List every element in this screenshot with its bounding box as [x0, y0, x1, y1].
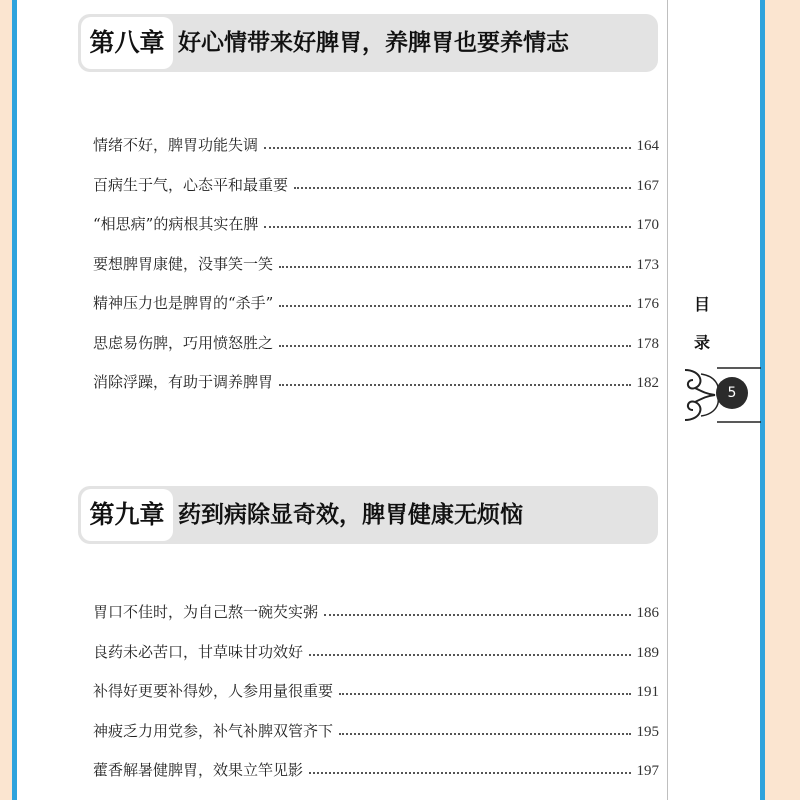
chapter-8-label: 第八章 [89, 28, 165, 57]
dot-leader [279, 384, 630, 386]
toc-entry-page: 189 [636, 645, 659, 661]
toc-entry[interactable] [93, 210, 659, 234]
side-tab-char-mu: 目 [693, 295, 710, 314]
dot-leader [264, 147, 630, 149]
toc-entry-title: “相思病”的病根其实在脾 [93, 215, 259, 233]
toc-entry-page: 164 [636, 138, 659, 154]
dot-leader [294, 187, 630, 189]
dot-leader [279, 305, 630, 307]
toc-entry[interactable] [93, 598, 659, 622]
toc-entry[interactable] [93, 756, 659, 780]
dot-leader [309, 654, 630, 656]
dot-leader [309, 772, 630, 774]
toc-entry-title: 神疲乏力用党参，补气补脾双管齐下 [93, 722, 334, 740]
toc-entry[interactable] [93, 677, 659, 701]
toc-entry-title: 要想脾胃康健，没事笑一笑 [93, 255, 274, 273]
toc-entry-page: 178 [636, 336, 659, 352]
toc-entry-page: 186 [636, 605, 659, 621]
chapter-8-title: 好心情带来好脾胃，养脾胃也要养情志 [178, 30, 569, 56]
chapter-8-header [78, 14, 658, 72]
chapter-9-label: 第九章 [89, 500, 165, 529]
chapter-9-title: 药到病除显奇效，脾胃健康无烦恼 [178, 502, 523, 528]
dot-leader [279, 345, 630, 347]
toc-entry-page: 176 [636, 296, 659, 312]
page-number-badge: 5 [716, 377, 748, 409]
dot-leader [279, 266, 630, 268]
toc-entry-page: 170 [636, 217, 659, 233]
toc-entry-page: 191 [636, 684, 659, 700]
toc-entry-title: 百病生于气，心态平和最重要 [93, 176, 289, 194]
margin-rule [667, 0, 668, 800]
side-tab-char-lu: 录 [693, 333, 710, 352]
dot-leader [264, 226, 630, 228]
toc-entry[interactable] [93, 250, 659, 274]
toc-entry-title: 补得好更要补得妙，人参用量很重要 [93, 682, 334, 700]
toc-entry-title: 精神压力也是脾胃的“杀手” [93, 294, 274, 312]
toc-entry-page: 195 [636, 724, 659, 740]
toc-entry-title: 胃口不佳时，为自己熬一碗芡实粥 [93, 603, 319, 621]
toc-entry[interactable] [93, 638, 659, 662]
toc-entry-page: 173 [636, 257, 659, 273]
chapter-9-header [78, 486, 658, 544]
chapter-label-box [81, 489, 173, 541]
toc-entry-title: 消除浮躁，有助于调养脾胃 [93, 373, 274, 391]
toc-entry-page: 167 [636, 178, 659, 194]
toc-entry-title: 思虑易伤脾，巧用愤怒胜之 [93, 334, 274, 352]
toc-entry-title: 良药未必苦口，甘草味甘功效好 [93, 643, 304, 661]
toc-entry[interactable] [93, 368, 659, 392]
chapter-label-box [81, 17, 173, 69]
dot-leader [339, 733, 630, 735]
toc-entry-title: 情绪不好，脾胃功能失调 [93, 136, 259, 154]
toc-entry[interactable] [93, 131, 659, 155]
toc-entry[interactable] [93, 329, 659, 353]
dot-leader [324, 614, 630, 616]
toc-entry-page: 197 [636, 763, 659, 779]
toc-entry[interactable] [93, 171, 659, 195]
toc-entry[interactable] [93, 717, 659, 741]
toc-entry[interactable] [93, 289, 659, 313]
toc-entry-page: 182 [636, 375, 659, 391]
toc-entry-title: 藿香解暑健脾胃，效果立竿见影 [93, 761, 304, 779]
dot-leader [339, 693, 630, 695]
